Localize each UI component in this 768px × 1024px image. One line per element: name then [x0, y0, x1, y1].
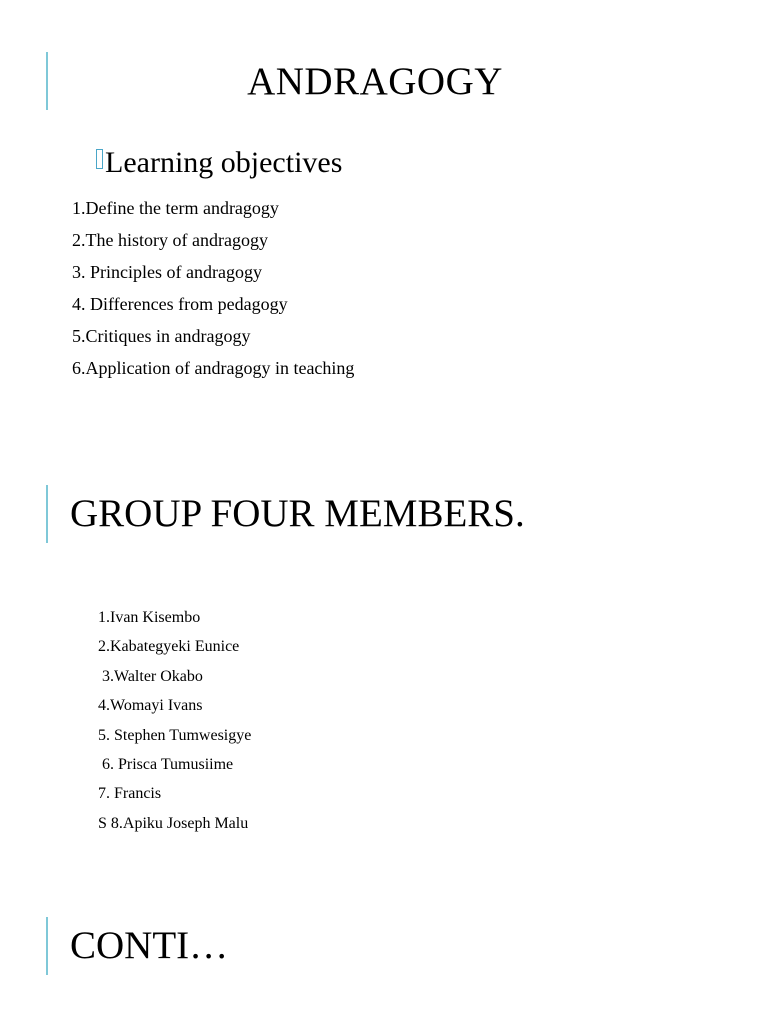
title-accent-bar [46, 917, 48, 975]
list-item: 5. Stephen Tumwesigye [98, 726, 252, 744]
list-item: S 8.Apiku Joseph Malu [98, 814, 249, 832]
list-item: 4. Differences from pedagogy [72, 294, 288, 314]
learning-objectives-heading [96, 144, 342, 182]
list-item: 3.Walter Okabo [98, 667, 203, 685]
slide-title: CONTI… [70, 924, 229, 967]
slide-conti [0, 900, 768, 1024]
list-item: 7. Francis [98, 785, 162, 803]
list-item: 1.Ivan Kisembo [98, 609, 201, 626]
list-item: 2.Kabategyeki Eunice [98, 638, 240, 656]
slide-title: GROUP FOUR MEMBERS. [70, 492, 525, 535]
list-item: 2.The history of andragogy [72, 230, 268, 250]
list-item: 6. Prisca Tumusiime [98, 756, 234, 774]
objectives-list [72, 192, 354, 384]
list-item: 6.Application of andragogy in teaching [72, 358, 355, 378]
subheading-text: Learning objectives [105, 146, 343, 179]
list-item: 5.Critiques in andragogy [72, 326, 251, 346]
slide-title: ANDRAGOGY [247, 60, 503, 103]
bullet-icon [96, 149, 103, 169]
list-item: 3. Principles of andragogy [72, 262, 262, 282]
list-item: 1.Define the term andragogy [72, 198, 279, 218]
list-item: 4.Womayi Ivans [98, 697, 203, 715]
slide-andragogy [0, 0, 768, 420]
title-accent-bar [46, 485, 48, 543]
slide-group-members [0, 470, 768, 870]
members-list [98, 603, 251, 838]
